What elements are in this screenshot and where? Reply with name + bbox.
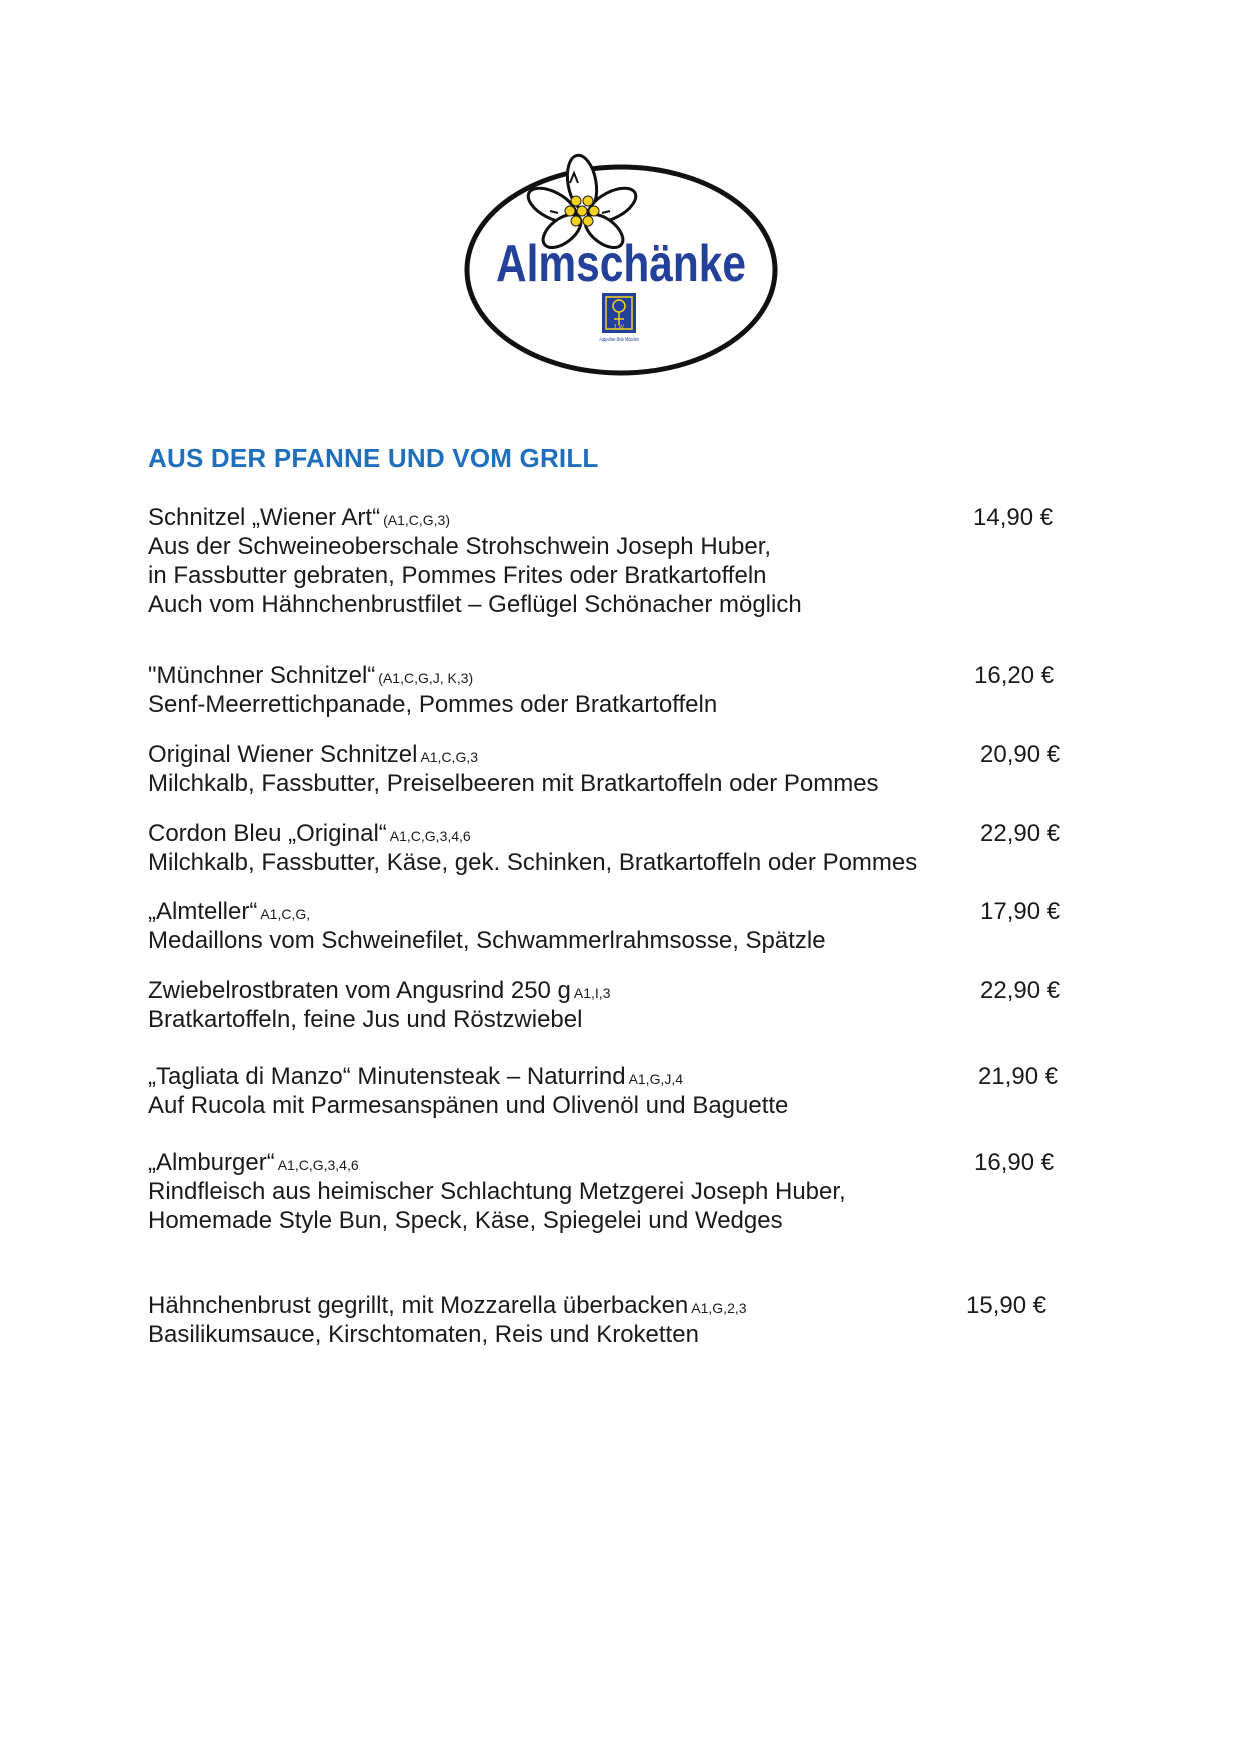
item-allergens: A1,G,2,3 — [691, 1300, 747, 1316]
item-name: Original Wiener Schnitzel — [148, 741, 418, 768]
item-allergens: (A1,C,G,J, K,3) — [378, 670, 474, 686]
menu-item — [148, 1148, 1088, 1235]
item-price: 21,90 € — [978, 1063, 1059, 1090]
menu-item — [148, 661, 1088, 719]
item-name: „Almteller“ — [148, 898, 258, 925]
item-description: Auch vom Hähnchenbrustfilet – Geflügel Schönacher möglich — [148, 591, 802, 618]
svg-text:J W: J W — [613, 323, 625, 331]
item-description: Auf Rucola mit Parmesanspänen und Olivenöl und Baguette — [148, 1092, 789, 1119]
item-description: Aus der Schweineoberschale Strohschwein Joseph Huber, — [148, 533, 772, 560]
item-name: "Münchner Schnitzel“ — [148, 662, 376, 689]
menu-item — [148, 976, 1088, 1034]
item-price: 20,90 € — [980, 741, 1061, 768]
item-name: Zwiebelrostbraten vom Angusrind 250 g — [148, 977, 571, 1004]
item-description: Milchkalb, Fassbutter, Preiselbeeren mit Bratkartoffeln oder Pommes — [148, 770, 879, 797]
item-description: Basilikumsauce, Kirschtomaten, Reis und Kroketten — [148, 1321, 699, 1348]
item-description: in Fassbutter gebraten, Pommes Frites oder Bratkartoffeln — [148, 562, 767, 589]
item-allergens: A1,C,G,3,4,6 — [389, 828, 471, 844]
item-description: Medaillons vom Schweinefilet, Schwammerlrahmsosse, Spätzle — [148, 927, 826, 954]
menu-item — [148, 740, 1088, 798]
svg-text:Augustiner-Bräu München: Augustiner-Bräu München — [599, 336, 640, 343]
item-allergens: A1,C,G,3,4,6 — [277, 1157, 359, 1173]
augustiner-badge-icon — [599, 293, 639, 343]
menu-item — [148, 1291, 1088, 1349]
item-price: 16,90 € — [974, 1149, 1055, 1176]
item-price: 22,90 € — [980, 977, 1061, 1004]
menu-item — [148, 819, 1088, 877]
item-price: 22,90 € — [980, 820, 1061, 847]
almschaenke-logo — [462, 143, 780, 378]
item-allergens: A1,C,G, — [260, 906, 311, 922]
item-description: Homemade Style Bun, Speck, Käse, Spiegelei und Wedges — [148, 1207, 783, 1234]
item-allergens: A1,I,3 — [573, 985, 611, 1001]
item-price: 14,90 € — [973, 504, 1054, 531]
section-heading: AUS DER PFANNE UND VOM GRILL — [148, 443, 599, 473]
item-allergens: (A1,C,G,3) — [383, 512, 450, 528]
item-name: „Almburger“ — [148, 1149, 275, 1176]
item-price: 16,20 € — [974, 662, 1055, 689]
item-name: Cordon Bleu „Original“ — [148, 820, 387, 847]
item-description: Senf-Meerrettichpanade, Pommes oder Bratkartoffeln — [148, 691, 718, 718]
item-price: 15,90 € — [966, 1292, 1047, 1319]
menu-item — [148, 897, 1088, 955]
menu-item — [148, 503, 1088, 619]
item-allergens: A1,G,J,4 — [628, 1071, 684, 1087]
item-description: Rindfleisch aus heimischer Schlachtung Metzgerei Joseph Huber, — [148, 1178, 846, 1205]
item-allergens: A1,C,G,3 — [420, 749, 479, 765]
item-description: Milchkalb, Fassbutter, Käse, gek. Schinken, Bratkartoffeln oder Pommes — [148, 849, 918, 876]
item-name: Hähnchenbrust gegrillt, mit Mozzarella überbacken — [148, 1292, 689, 1319]
logo-wordmark: Almschänke — [496, 235, 746, 293]
item-name: „Tagliata di Manzo“ Minutensteak – Naturrind — [148, 1063, 626, 1090]
item-price: 17,90 € — [980, 898, 1061, 925]
item-name: Schnitzel „Wiener Art“ — [148, 504, 381, 531]
item-description: Bratkartoffeln, feine Jus und Röstzwiebel — [148, 1006, 583, 1033]
menu-item — [148, 1062, 1088, 1120]
